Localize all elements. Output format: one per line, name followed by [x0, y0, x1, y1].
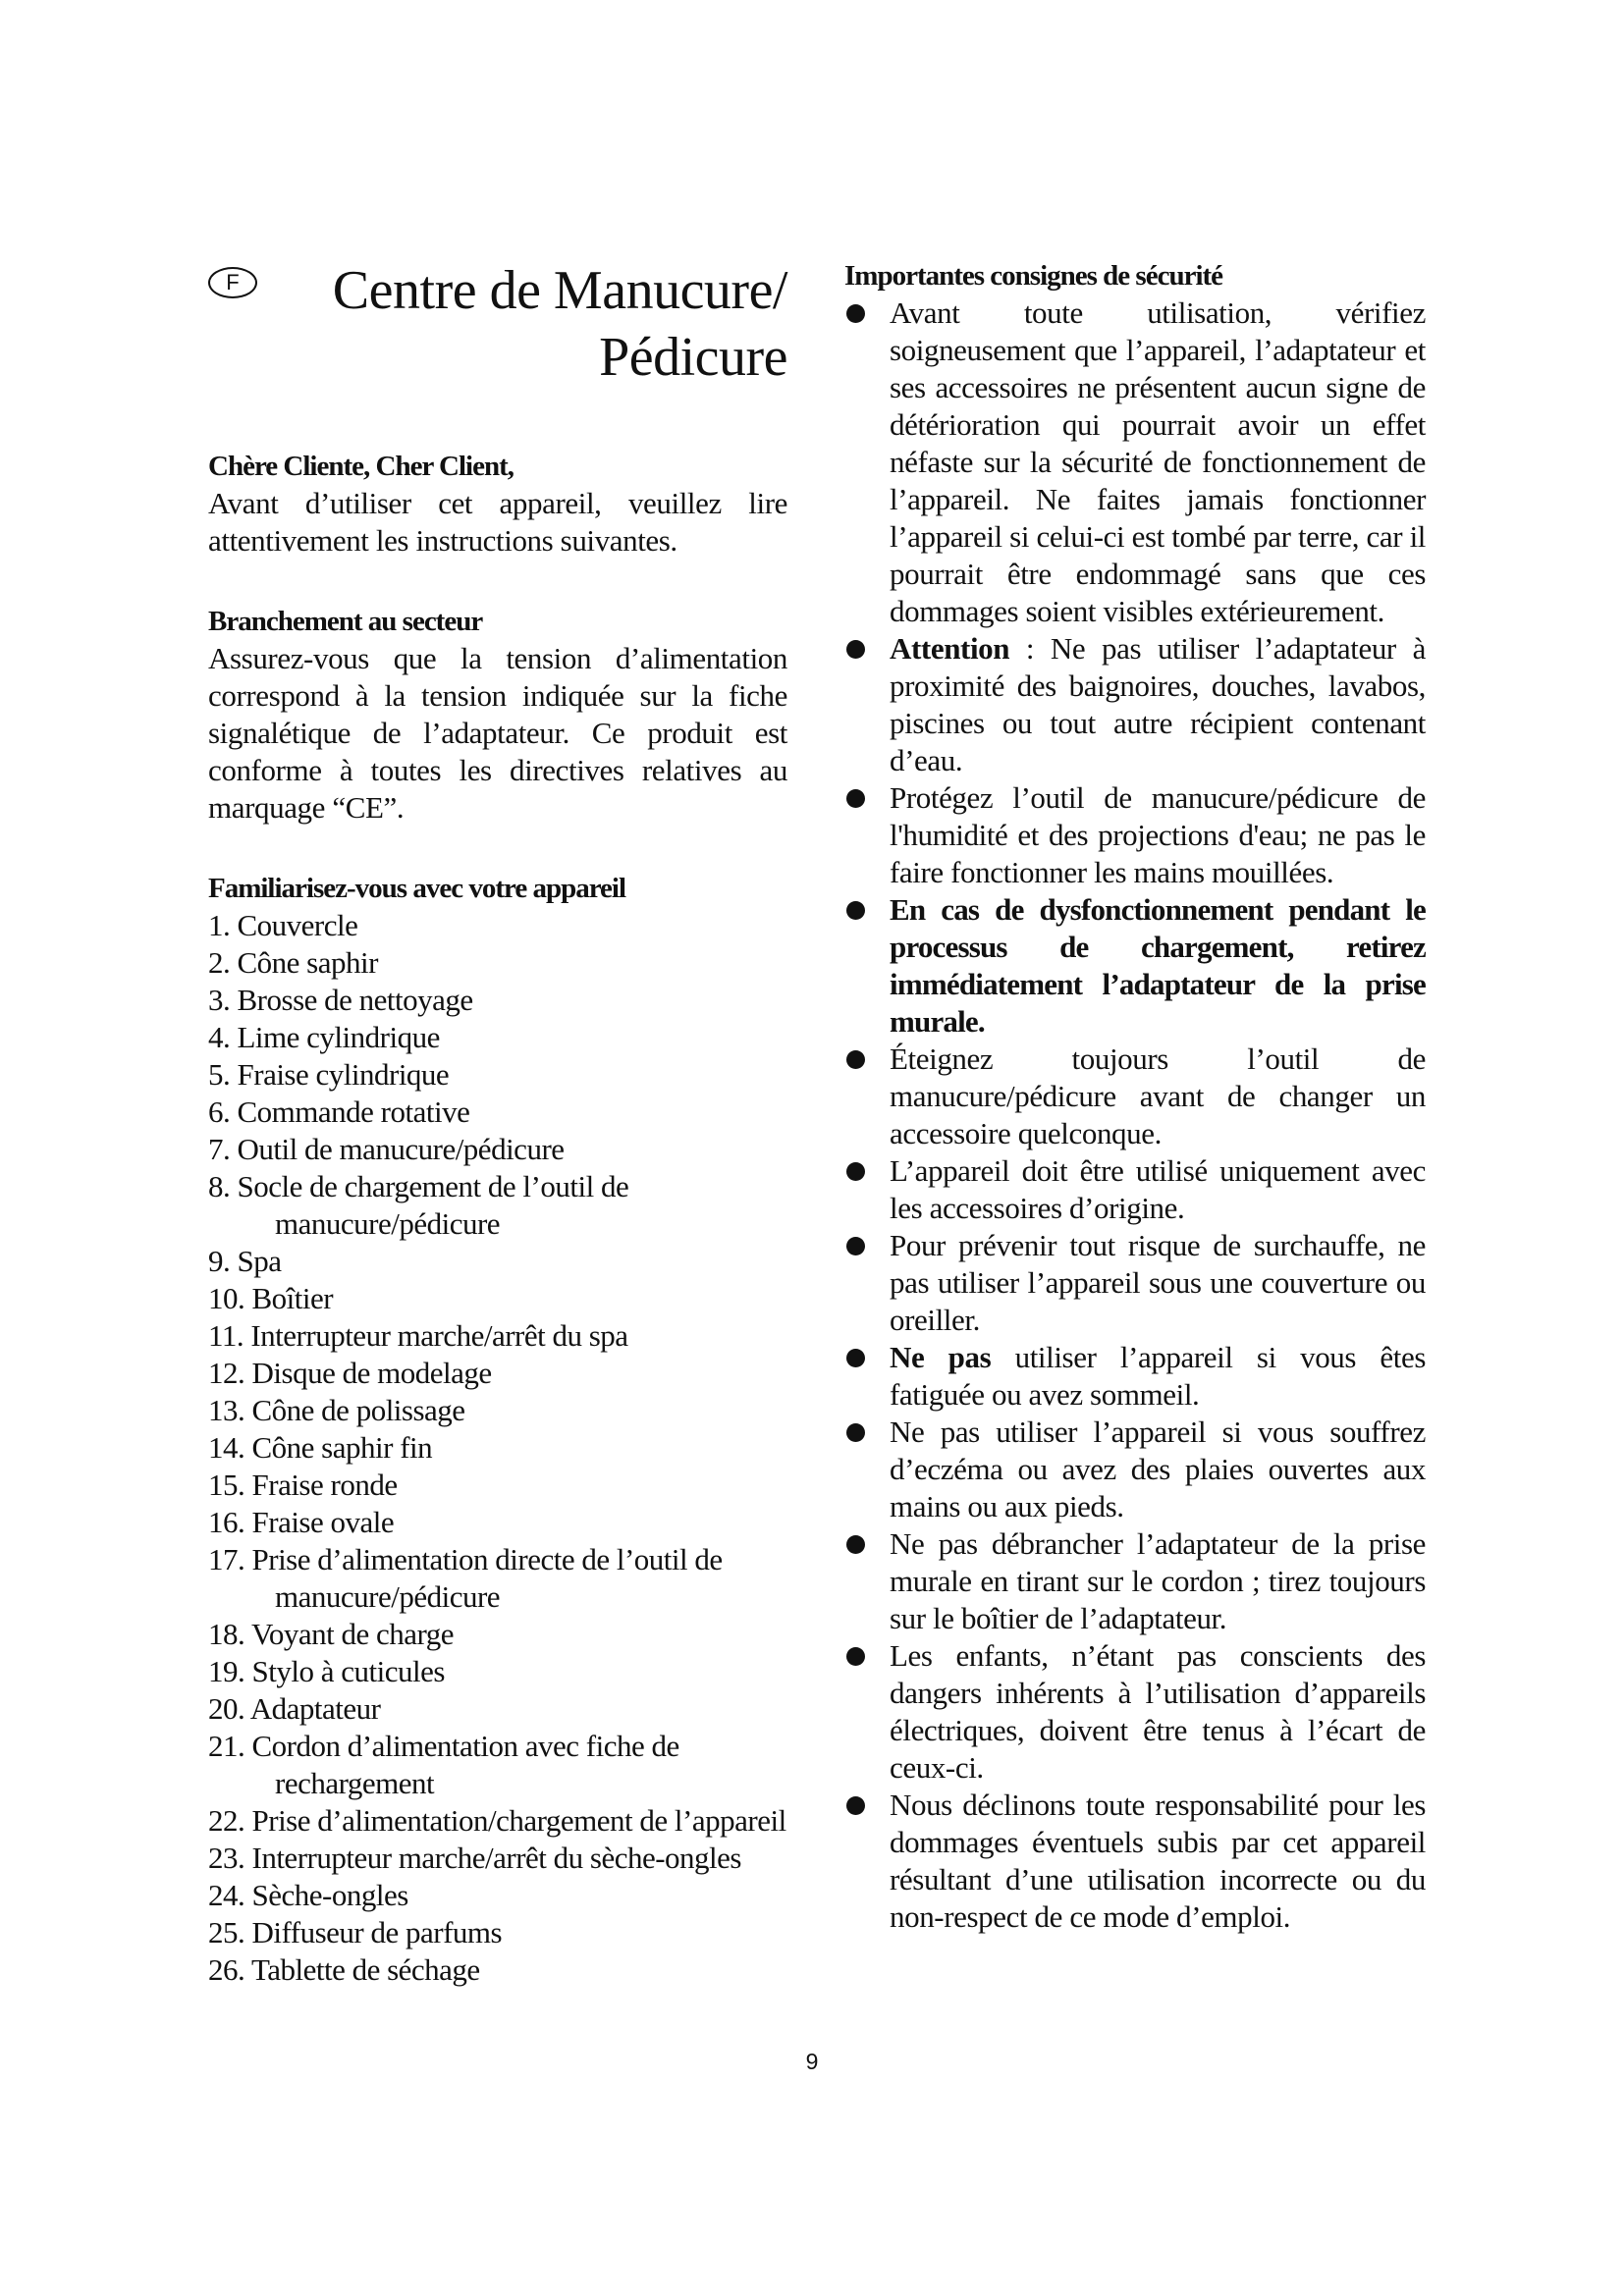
list-item: 6. Commande rotative [208, 1095, 470, 1129]
bullet-icon [846, 640, 865, 659]
list-item: 16. Fraise ovale [208, 1505, 395, 1539]
list-item [844, 294, 1426, 630]
list-item: 18. Voyant de charge [208, 1617, 455, 1651]
safety-text: Nous déclinons toute responsabilité pour les dommages éventuels subis par cet appareil résultant d’une utilisation incorrecte ou du non-respect de ce mode d’emploi. [890, 1788, 1426, 1934]
list-item: 19. Stylo à cuticules [208, 1654, 445, 1688]
bullet-icon [846, 1796, 865, 1815]
list-item [844, 1525, 1426, 1637]
mains-section [208, 603, 787, 827]
safety-emphasis: Ne pas [890, 1340, 992, 1374]
list-item: 17. Prise d’alimentation directe de l’outil de manucure/pédicure [208, 1542, 723, 1614]
intro-text: Avant d’utiliser cet appareil, veuillez lire attentivement les instructions suivantes. [208, 486, 787, 558]
mains-heading: Branchement au secteur [208, 606, 483, 637]
list-item: 15. Fraise ronde [208, 1468, 398, 1502]
safety-text: Protégez l’outil de manucure/pédicure de l'humidité et des projections d'eau; ne pas le faire fonctionner les mains mouillées. [890, 780, 1426, 889]
list-item: 23. Interrupteur marche/arrêt du sèche-ongles [208, 1841, 741, 1875]
bullet-icon [846, 1535, 865, 1554]
list-item: 20. Adaptateur [208, 1691, 381, 1726]
list-item: 24. Sèche-ongles [208, 1878, 408, 1912]
left-column [208, 257, 787, 1989]
safety-emphasis: Attention [890, 631, 1010, 666]
safety-text: utiliser l’appareil si vous êtes fatiguée ou avez sommeil. [890, 1340, 1426, 1412]
intro-section [208, 448, 787, 560]
list-item [844, 1787, 1426, 1936]
list-item: 9. Spa [208, 1244, 282, 1278]
bullet-icon [846, 1162, 865, 1181]
list-item: 14. Cône saphir fin [208, 1430, 433, 1465]
list-item: 5. Fraise cylindrique [208, 1057, 450, 1092]
bullet-icon [846, 1647, 865, 1666]
list-item: 25. Diffuseur de parfums [208, 1915, 503, 1949]
page-title-line-2: Pédicure [599, 327, 787, 388]
list-item: 22. Prise d’alimentation/chargement de l’appareil [208, 1803, 786, 1838]
safety-text: Ne pas débrancher l’adaptateur de la prise murale en tirant sur le cordon ; tirez toujours sur le boîtier de l’adaptateur. [890, 1526, 1426, 1635]
safety-text: : Ne pas utiliser l’adaptateur à proximité des baignoires, douches, lavabos, piscines ou tout autre récipient contenant d’eau. [890, 631, 1426, 777]
bullet-icon [846, 1237, 865, 1255]
safety-text: Éteignez toujours l’outil de manucure/pédicure avant de changer un accessoire quelconque. [890, 1041, 1426, 1150]
page-title-line-1: Centre de Manucure/ [332, 260, 787, 321]
parts-heading: Familiarisez-vous avec votre appareil [208, 873, 626, 904]
list-item [844, 1041, 1426, 1152]
list-item [844, 1637, 1426, 1787]
safety-text: Avant toute utilisation, vérifiez soigneusement que l’appareil, l’adaptateur et ses accessoires ne présentent aucun signe de détérioration qui pourrait avoir un effet néfaste sur la sécurité de fonctionnement de l’appareil. Ne faites jamais fonctionner l’appareil si celui-ci est tombé par terre, car il pourrait être endommagé sans que ces dommages soient visibles extérieurement. [890, 295, 1426, 628]
bullet-icon [846, 304, 865, 323]
parts-list [208, 907, 787, 1989]
list-item: 21. Cordon d’alimentation avec fiche de rechargement [208, 1729, 679, 1800]
safety-text: Les enfants, n’étant pas conscients des dangers inhérents à l’utilisation d’appareils électriques, doivent être tenus à l’écart de ceux-ci. [890, 1638, 1426, 1785]
list-item: 26. Tablette de séchage [208, 1952, 480, 1987]
list-item: 13. Cône de polissage [208, 1393, 465, 1427]
safety-text: L’appareil doit être utilisé uniquement avec les accessoires d’origine. [890, 1153, 1426, 1225]
list-item [844, 1227, 1426, 1339]
intro-heading: Chère Cliente, Cher Client, [208, 451, 514, 482]
bullet-icon [846, 1349, 865, 1367]
list-item: 7. Outil de manucure/pédicure [208, 1132, 565, 1166]
list-item [844, 1152, 1426, 1227]
list-item [844, 630, 1426, 779]
safety-section [844, 257, 1426, 1936]
safety-heading: Importantes consignes de sécurité [844, 260, 1223, 292]
list-item: 4. Lime cylindrique [208, 1020, 440, 1054]
list-item [844, 1414, 1426, 1525]
list-item: 1. Couvercle [208, 908, 358, 942]
list-item [844, 779, 1426, 891]
right-column [844, 257, 1426, 1936]
safety-text: En cas de dysfonctionnement pendant le processus de chargement, retirez immédiatement l’adaptateur de la prise murale. [890, 892, 1426, 1039]
mains-text: Assurez-vous que la tension d’alimentation correspond à la tension indiquée sur la fiche signalétique de l’adaptateur. Ce produit est conforme à toutes les directives relatives au marquage “CE”. [208, 641, 787, 825]
bullet-icon [846, 1050, 865, 1069]
safety-text: Ne pas utiliser l’appareil si vous souffrez d’eczéma ou avez des plaies ouvertes aux mains ou aux pieds. [890, 1415, 1426, 1523]
page-header [208, 257, 787, 404]
safety-text: Pour prévenir tout risque de surchauffe, ne pas utiliser l’appareil sous une couverture ou oreiller. [890, 1228, 1426, 1337]
list-item: 8. Socle de chargement de l’outil de manucure/pédicure [208, 1169, 629, 1241]
list-item: 12. Disque de modelage [208, 1356, 492, 1390]
bullet-icon [846, 1423, 865, 1442]
list-item: 3. Brosse de nettoyage [208, 983, 473, 1017]
page-title [333, 257, 787, 391]
list-item: 10. Boîtier [208, 1281, 334, 1315]
safety-list [844, 294, 1426, 1936]
bullet-icon [846, 901, 865, 920]
parts-section [208, 870, 787, 1989]
language-badge: F [208, 267, 257, 298]
list-item: 2. Cône saphir [208, 945, 378, 980]
list-item [844, 1339, 1426, 1414]
page-number: 9 [805, 2049, 819, 2074]
bullet-icon [846, 789, 865, 808]
list-item [844, 891, 1426, 1041]
list-item: 11. Interrupteur marche/arrêt du spa [208, 1318, 628, 1353]
